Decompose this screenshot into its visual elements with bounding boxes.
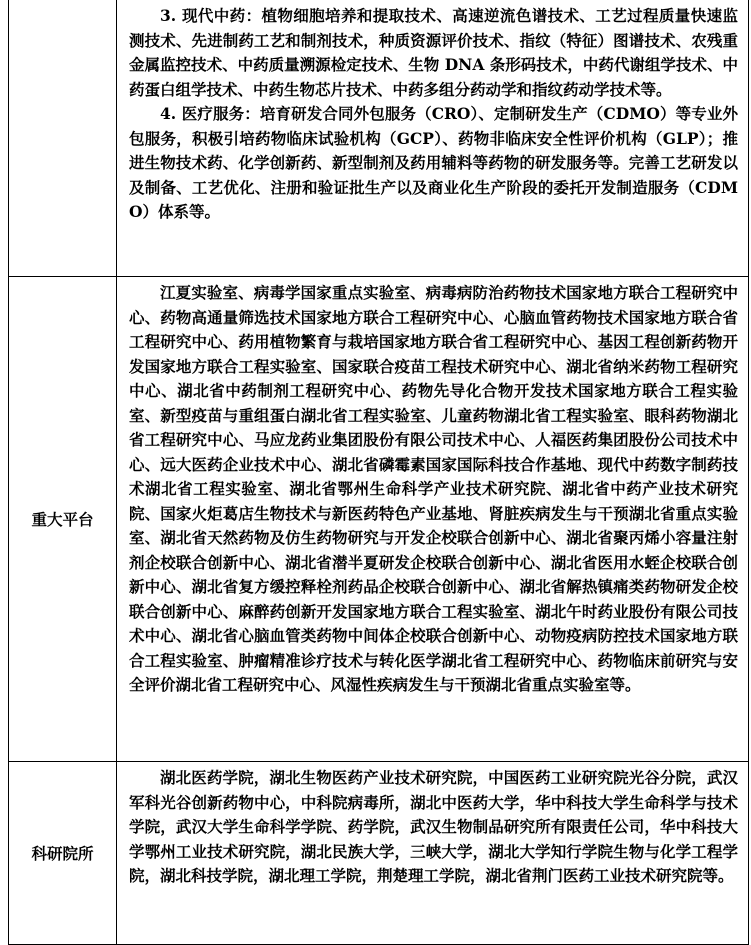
row-content-major-platforms [117, 277, 749, 762]
paragraph-modern-tcm: 3. 现代中药：植物细胞培养和提取技术、高速逆流色谱技术、工艺过程质量快速监测技术、先进制药工艺和制剂技术，种质资源评价技术、指纹（特征）图谱技术、农残重金属监控技术、中药质量溯源检定技术、生物 DNA 条形码技术，中药代谢组学技术、中药蛋白组学技术、中药生物芯片技术、中药多组分药动学和指纹药动学技术等。 [129, 6, 738, 99]
row-label-empty [9, 0, 117, 277]
table-row-major-platforms [9, 277, 749, 762]
content-table [8, 0, 749, 945]
row-content-modern-tcm [117, 0, 749, 277]
row-label-major-platforms: 重大平台 [9, 277, 117, 762]
row-content-research-institutes [117, 762, 749, 945]
paragraph-medical-services: 4. 医疗服务：培育研发合同外包服务（CRO）、定制研发生产（CDMO）等专业外包服务，积极引培药物临床试验机构（GCP）、药物非临床安全性评价机构（GLP）；推进生物技术药、化学创新药、新型制剂及药用辅料等药物的研发服务等。完善工艺研发以及制备、工艺优化、注册和验证批生产以及商业化生产阶段的委托开发制造服务（CDMO）体系等。 [129, 104, 738, 221]
paragraph-research-institutes: 湖北医药学院，湖北生物医药产业技术研究院，中国医药工业研究院光谷分院，武汉军科光谷创新药物中心，中科院病毒所，湖北中医药大学，华中科技大学生命科学与技术学院，武汉大学生命科学学院、药学院，武汉生物制品研究所有限责任公司，华中科技大学鄂州工业技术研究院，湖北民族大学，三峡大学，湖北大学知行学院生物与化学工程学院，湖北科技学院，湖北理工学院，荆楚理工学院，湖北省荆门医药工业技术研究院等。 [129, 768, 738, 885]
paragraph-major-platforms: 江夏实验室、病毒学国家重点实验室、病毒病防治药物技术国家地方联合工程研究中心、药物高通量筛选技术国家地方联合工程研究中心、心脑血管药物技术国家地方联合省工程研究中心、药用植物繁育与栽培国家地方联合省工程研究中心、基因工程创新药物开发国家地方联合工程实验室、国家联合疫苗工程技术研究中心、湖北省纳米药物工程研究中心、湖北省中药制剂工程研究中心、药物先导化合物开发技术国家地方联合工程实验室、新型疫苗与重组蛋白湖北省工程实验室、儿童药物湖北省工程实验室、眼科药物湖北省工程研究中心、马应龙药业集团股份有限公司技术中心、人福医药集团股份公司技术中心、远大医药企业技术中心、湖北省磷霉素国家国际科技合作基地、现代中药数字制药技术湖北省工程实验室、湖北省鄂州生命科学产业技术研究院、湖北省中药产业技术研究院、国家火炬葛店生物技术与新医药特色产业基地、肾脏疾病发生与干预湖北省重点实验室、湖北省天然药物及仿生药物研究与开发企校联合创新中心、湖北省聚丙烯小容量注射剂企校联合创新中心、湖北省潜半夏研发企校联合创新中心、湖北省医用水蛭企校联合创新中心、湖北省复方缓控释栓剂药品企校联合创新中心、湖北省解热镇痛类药物研发企校联合创新中心、麻醉药创新开发国家地方联合工程实验室、湖北午时药业股份有限公司技术中心、湖北省心脑血管类药物中间体企校联合创新中心、动物疫病防控技术国家地方联合工程实验室、肿瘤精准诊疗技术与转化医学湖北省工程研究中心、药物临床前研究与安全评价湖北省工程研究中心、风湿性疾病发生与干预湖北省重点实验室等。 [129, 283, 738, 694]
row-label-research-institutes: 科研院所 [9, 762, 117, 945]
table-row-modern-tcm [9, 0, 749, 277]
table-row-research-institutes [9, 762, 749, 945]
